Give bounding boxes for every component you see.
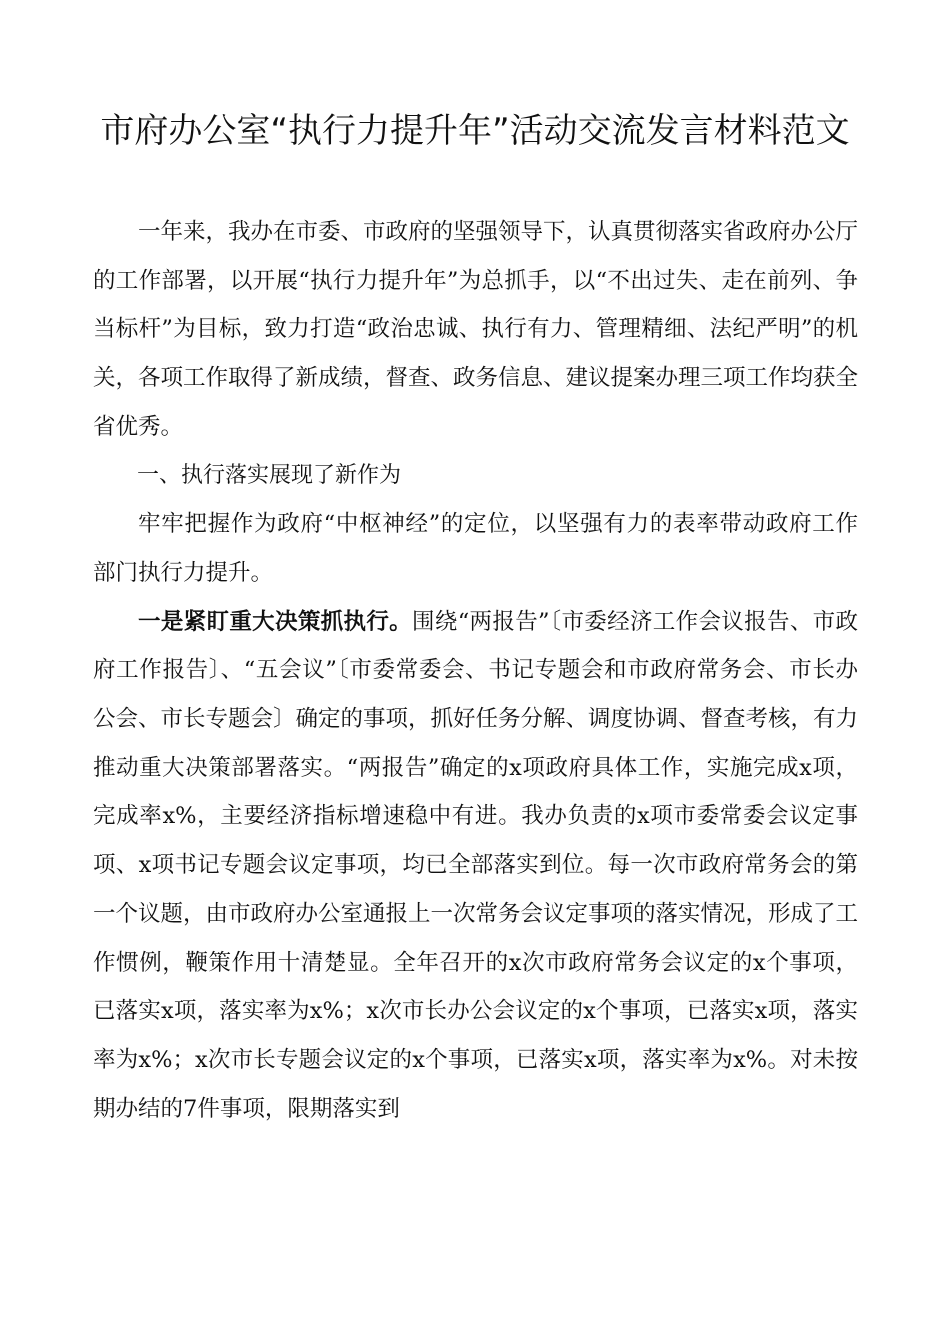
section-heading: 一、执行落实展现了新作为 [137,462,402,488]
section-intro-paragraph: 牢牢把握作为政府“中枢神经”的定位，以坚强有力的表率带动政府工作部门执行力提升。 [93,511,858,586]
intro-paragraph: 一年来，我办在市委、市政府的坚强领导下，认真贯彻落实省政府办公厅的工作部署，以开展“执行力提升年”为总抓手，以“不出过失、走在前列、争当标杆”为目标，致力打造“政治忠诚、执行有力、管理精细、法纪严明”的机关，各项工作取得了新成绩，督查、政务信息、建议提案办理三项工作均获全省优秀。 [93,219,859,440]
document-title: 市府办公室“执行力提升年”活动交流发言材料范文 [100,111,850,151]
document-body [93,208,858,1133]
point-paragraph [93,598,858,1134]
point-lead: 一是紧盯重大决策抓执行。 [138,608,413,635]
point-body: 围绕“两报告”〔市委经济工作会议报告、市政府工作报告〕、“五会议”〔市委常委会、书记专题会和市政府常务会、市长办公会、市长专题会〕确定的事项，抓好任务分解、调度协调、督查考核，有力推动重大决策部署落实。“两报告”确定的x项政府具体工作，实施完成x项，完成率x%，主要经济指标增速稳中有进。我办负责的x项市委常委会议定事项、x项书记专题会议定事项，均已全部落实到位。每一次市政府常务会的第一个议题，由市政府办公室通报上一次常务会议定事项的落实情况，形成了工作惯例，鞭策作用十清楚显。全年召开的x次市政府常务会议定的x个事项，已落实x项，落实率为x%；x次市长办公会议定的x个事项，已落实x项，落实率为x%；x次市长专题会议定的x个事项，已落实x项，落实率为x%。对未按期办结的7件事项，限期落实到 [93,608,859,1122]
